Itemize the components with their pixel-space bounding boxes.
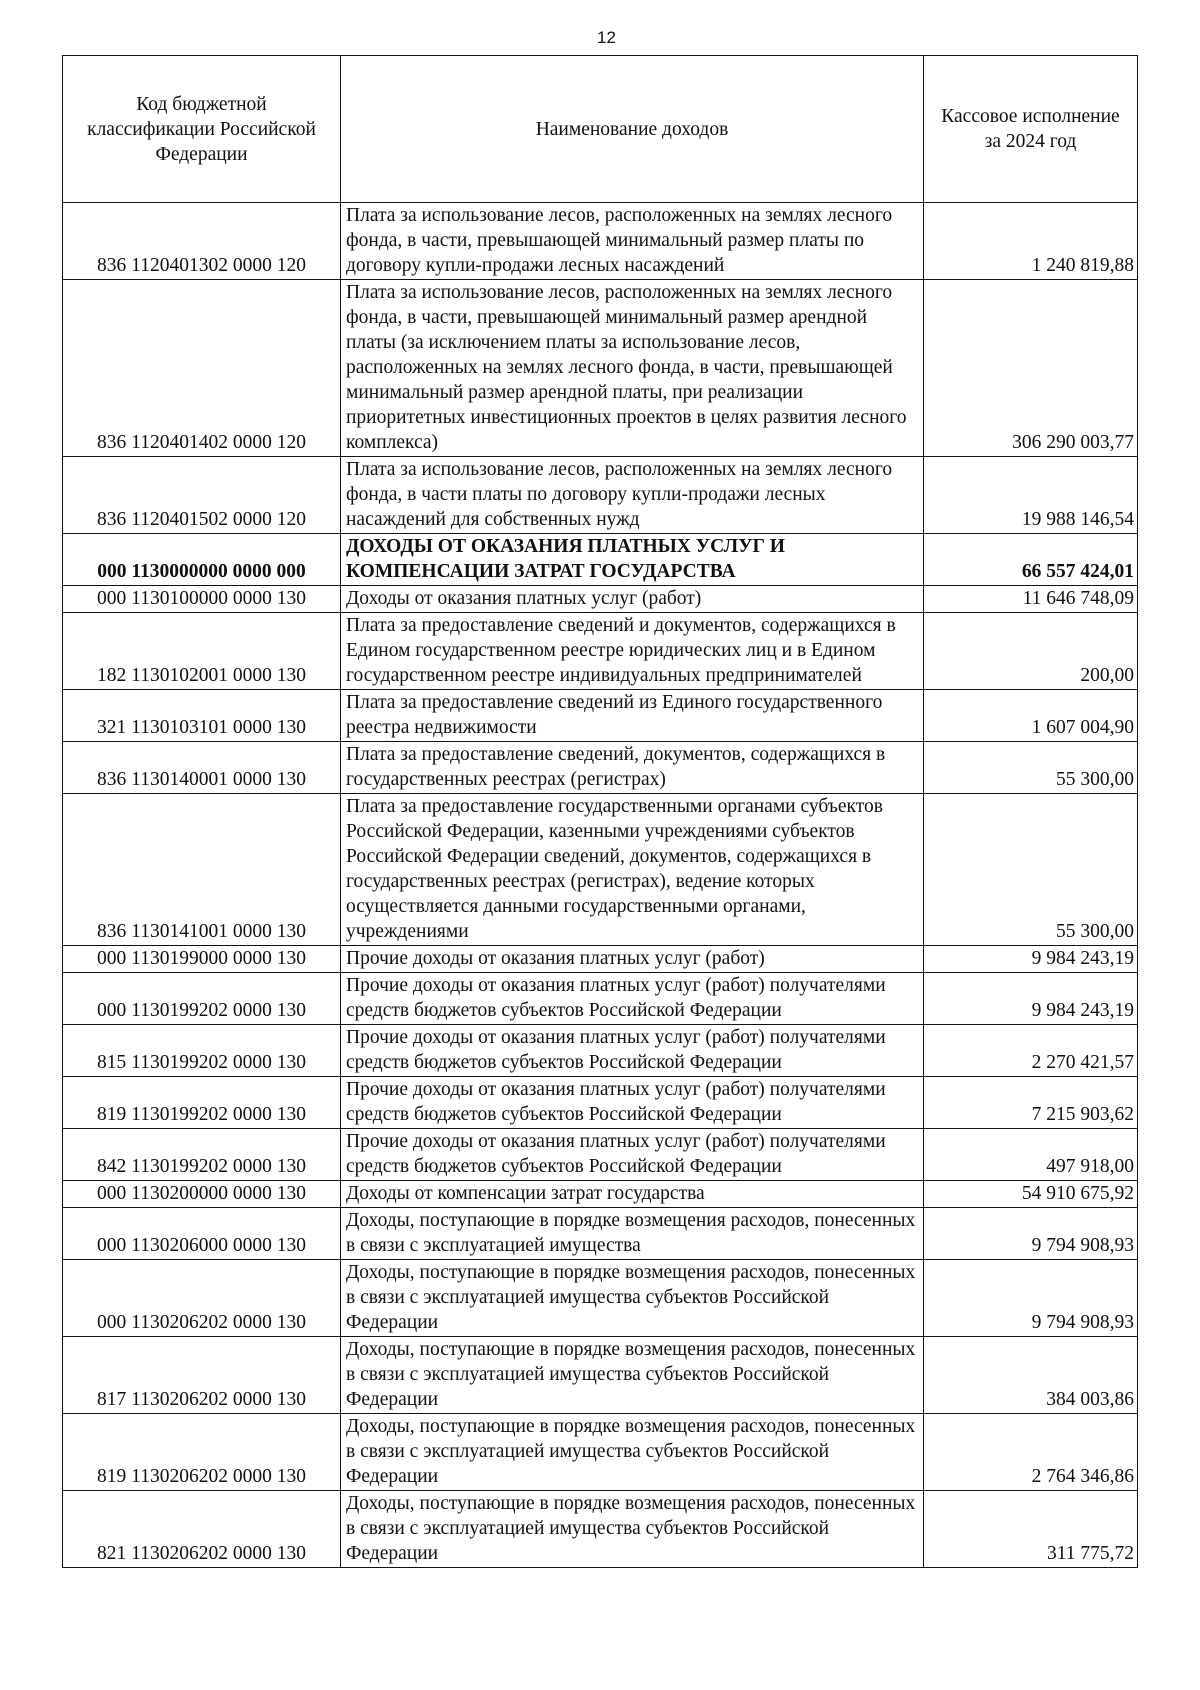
cash-amount: 497 918,00 <box>924 1129 1138 1181</box>
table-row <box>63 586 1138 613</box>
revenue-name: Плата за предоставление сведений и документов, содержащихся в Едином государственном реестре юридических лиц и в Едином государственном реестре индивидуальных предпринимателей <box>341 613 924 690</box>
budget-code: 000 1130199000 0000 130 <box>63 946 341 973</box>
cash-amount: 200,00 <box>924 613 1138 690</box>
revenue-name: Плата за предоставление сведений из Единого государственного реестра недвижимости <box>341 690 924 742</box>
table-row <box>63 973 1138 1025</box>
table-header-row <box>63 56 1138 203</box>
table-row <box>63 794 1138 946</box>
cash-amount: 55 300,00 <box>924 794 1138 946</box>
table-row <box>63 1208 1138 1260</box>
revenue-name: Прочие доходы от оказания платных услуг (работ) получателями средств бюджетов субъектов Российской Федерации <box>341 973 924 1025</box>
cash-amount: 11 646 748,09 <box>924 586 1138 613</box>
cash-amount: 55 300,00 <box>924 742 1138 794</box>
budget-code: 000 1130000000 0000 000 <box>63 534 341 586</box>
table-row <box>63 457 1138 534</box>
revenue-name: Прочие доходы от оказания платных услуг (работ) получателями средств бюджетов субъектов Российской Федерации <box>341 1025 924 1077</box>
budget-code: 836 1120401302 0000 120 <box>63 203 341 280</box>
budget-code: 000 1130206000 0000 130 <box>63 1208 341 1260</box>
budget-code: 817 1130206202 0000 130 <box>63 1337 341 1414</box>
revenue-name: Плата за предоставление государственными органами субъектов Российской Федерации, казенными учреждениями субъектов Российской Федерации сведений, документов, содержащихся в государственных реестрах (регистрах), ведение которых осуществляется данными государственными органами, учреждениями <box>341 794 924 946</box>
cash-amount: 9 794 908,93 <box>924 1260 1138 1337</box>
table-row <box>63 1260 1138 1337</box>
header-cash-execution: Кассовое исполнение за 2024 год <box>924 56 1138 203</box>
revenue-name: Плата за использование лесов, расположенных на землях лесного фонда, в части, превышающей минимальный размер платы по договору купли-продажи лесных насаждений <box>341 203 924 280</box>
budget-code: 819 1130206202 0000 130 <box>63 1414 341 1491</box>
revenue-table <box>62 55 1138 1568</box>
table-row <box>63 613 1138 690</box>
table-row <box>63 1129 1138 1181</box>
table-row <box>63 1077 1138 1129</box>
budget-code: 321 1130103101 0000 130 <box>63 690 341 742</box>
revenue-name: Доходы, поступающие в порядке возмещения расходов, понесенных в связи с эксплуатацией имущества субъектов Российской Федерации <box>341 1260 924 1337</box>
header-revenue-name: Наименование доходов <box>341 56 924 203</box>
budget-code: 836 1130141001 0000 130 <box>63 794 341 946</box>
table-row <box>63 946 1138 973</box>
revenue-name: Доходы, поступающие в порядке возмещения расходов, понесенных в связи с эксплуатацией имущества субъектов Российской Федерации <box>341 1491 924 1568</box>
budget-code: 000 1130199202 0000 130 <box>63 973 341 1025</box>
cash-amount: 1 240 819,88 <box>924 203 1138 280</box>
budget-code: 821 1130206202 0000 130 <box>63 1491 341 1568</box>
cash-amount: 306 290 003,77 <box>924 280 1138 457</box>
cash-amount: 384 003,86 <box>924 1337 1138 1414</box>
budget-code: 836 1120401402 0000 120 <box>63 280 341 457</box>
revenue-name: Плата за предоставление сведений, документов, содержащихся в государственных реестрах (регистрах) <box>341 742 924 794</box>
budget-code: 819 1130199202 0000 130 <box>63 1077 341 1129</box>
revenue-name: Доходы от оказания платных услуг (работ) <box>341 586 924 613</box>
revenue-name: Плата за использование лесов, расположенных на землях лесного фонда, в части платы по договору купли-продажи лесных насаждений для собственных нужд <box>341 457 924 534</box>
table-body <box>63 203 1138 1568</box>
section-total-row <box>63 534 1138 586</box>
budget-code: 000 1130206202 0000 130 <box>63 1260 341 1337</box>
table-row <box>63 1337 1138 1414</box>
cash-amount: 66 557 424,01 <box>924 534 1138 586</box>
cash-amount: 2 764 346,86 <box>924 1414 1138 1491</box>
cash-amount: 9 794 908,93 <box>924 1208 1138 1260</box>
budget-code: 000 1130100000 0000 130 <box>63 586 341 613</box>
table-row <box>63 742 1138 794</box>
table-row <box>63 690 1138 742</box>
cash-amount: 9 984 243,19 <box>924 973 1138 1025</box>
cash-amount: 311 775,72 <box>924 1491 1138 1568</box>
table-row <box>63 203 1138 280</box>
table-row <box>63 1025 1138 1077</box>
cash-amount: 19 988 146,54 <box>924 457 1138 534</box>
revenue-name: Доходы, поступающие в порядке возмещения расходов, понесенных в связи с эксплуатацией имущества субъектов Российской Федерации <box>341 1414 924 1491</box>
header-budget-code: Код бюджетной классификации Российской Федерации <box>63 56 341 203</box>
revenue-name: Доходы, поступающие в порядке возмещения расходов, понесенных в связи с эксплуатацией имущества субъектов Российской Федерации <box>341 1337 924 1414</box>
revenue-name: Прочие доходы от оказания платных услуг (работ) <box>341 946 924 973</box>
table-row <box>63 1181 1138 1208</box>
budget-code: 182 1130102001 0000 130 <box>63 613 341 690</box>
cash-amount: 7 215 903,62 <box>924 1077 1138 1129</box>
revenue-name: Прочие доходы от оказания платных услуг (работ) получателями средств бюджетов субъектов Российской Федерации <box>341 1129 924 1181</box>
revenue-name: Доходы, поступающие в порядке возмещения расходов, понесенных в связи с эксплуатацией имущества <box>341 1208 924 1260</box>
budget-code: 842 1130199202 0000 130 <box>63 1129 341 1181</box>
cash-amount: 54 910 675,92 <box>924 1181 1138 1208</box>
table-row <box>63 1414 1138 1491</box>
revenue-name: Плата за использование лесов, расположенных на землях лесного фонда, в части, превышающей минимальный размер арендной платы (за исключением платы за использование лесов, расположенных на землях лесного фонда, в части, превышающей минимальный размер арендной платы, при реализации приоритетных инвестиционных проектов в целях развития лесного комплекса) <box>341 280 924 457</box>
budget-code: 836 1120401502 0000 120 <box>63 457 341 534</box>
budget-code: 815 1130199202 0000 130 <box>63 1025 341 1077</box>
page-number: 12 <box>597 28 616 47</box>
cash-amount: 2 270 421,57 <box>924 1025 1138 1077</box>
budget-code: 000 1130200000 0000 130 <box>63 1181 341 1208</box>
cash-amount: 1 607 004,90 <box>924 690 1138 742</box>
budget-code: 836 1130140001 0000 130 <box>63 742 341 794</box>
revenue-name: Прочие доходы от оказания платных услуг (работ) получателями средств бюджетов субъектов Российской Федерации <box>341 1077 924 1129</box>
table-row <box>63 280 1138 457</box>
revenue-name: ДОХОДЫ ОТ ОКАЗАНИЯ ПЛАТНЫХ УСЛУГ И КОМПЕНСАЦИИ ЗАТРАТ ГОСУДАРСТВА <box>341 534 924 586</box>
cash-amount: 9 984 243,19 <box>924 946 1138 973</box>
revenue-name: Доходы от компенсации затрат государства <box>341 1181 924 1208</box>
table-row <box>63 1491 1138 1568</box>
